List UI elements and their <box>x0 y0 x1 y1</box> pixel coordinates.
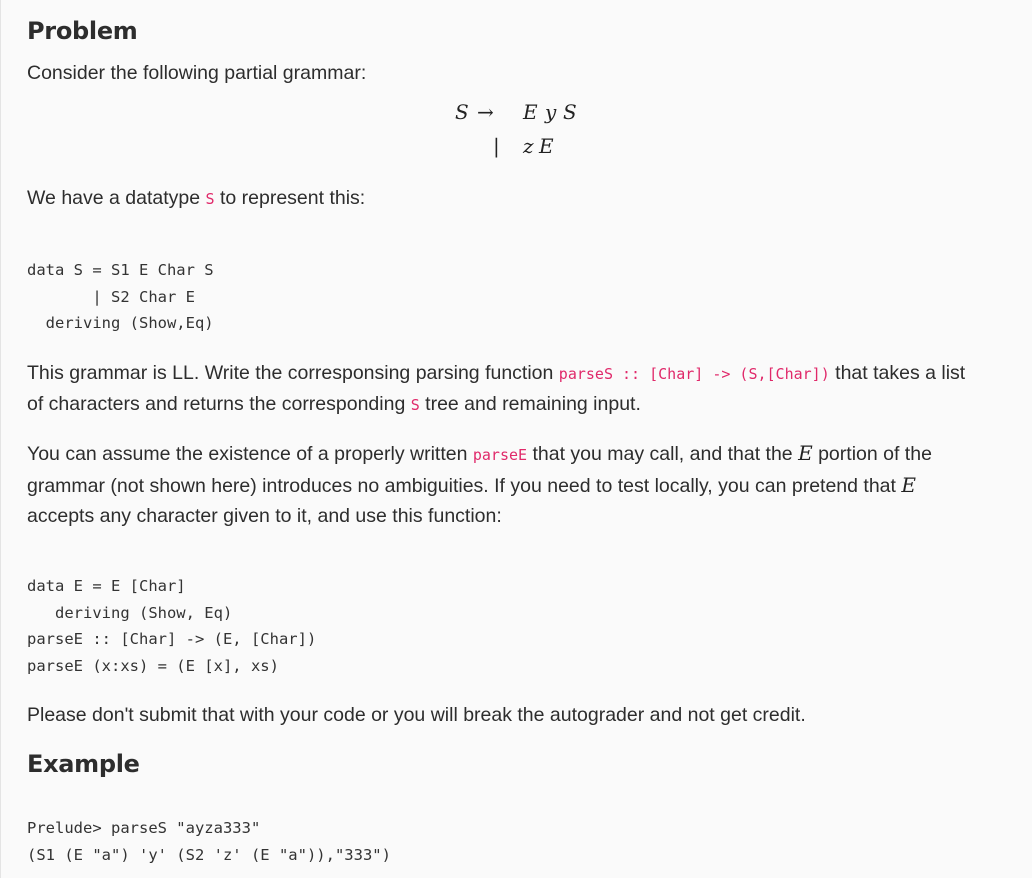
warning-text: Please don't submit that with your code or you will break the autograder and not get credit. <box>27 704 806 726</box>
grammar-rule1-sym3: S <box>563 100 577 124</box>
example-code-block: Prelude> parseS "ayza333" (S1 (E "a") 'y' (S2 'z' (E "a")),"333") <box>27 819 391 864</box>
grammar-display <box>455 100 595 166</box>
grammar-rule1-sym2: y <box>545 100 557 124</box>
inline-code-S-tree: S <box>410 396 420 414</box>
grammar-arrow: → <box>477 100 494 124</box>
helper-code-block: data E = E [Char] deriving (Show, Eq) parseE :: [Char] -> (E, [Char]) parseE (x:xs) = (E [x], xs) <box>27 577 317 675</box>
inline-code-parseE: parseE <box>472 446 528 464</box>
math-E-2: E <box>901 473 916 497</box>
datatype-code-block: data S = S1 E Char S | S2 Char E deriving (Show,Eq) <box>27 261 214 332</box>
problem-heading: Problem <box>27 17 138 45</box>
assume-paragraph: You can assume the existence of a properly written parseE that you may call, and that the E portion of the grammar (not shown here) introduces no ambiguities. If you need to test locally, you can pretend that E accepts any character given to it, and use this function: <box>27 441 932 527</box>
ll-paragraph: This grammar is LL. Write the corresponsing parsing function parseS :: [Char] -> (S,[Char]) that takes a list of characters and returns the corresponding S tree and remaining input. <box>27 362 966 415</box>
grammar-lhs: S <box>455 100 469 124</box>
grammar-rule2-sym1: z <box>523 134 534 158</box>
intro-text: Consider the following partial grammar: <box>27 62 367 84</box>
grammar-bar: | <box>493 134 500 158</box>
example-heading: Example <box>27 750 140 778</box>
grammar-rule2-sym2: E <box>539 134 554 158</box>
math-E-1: E <box>798 441 813 465</box>
inline-code-S: S <box>205 190 215 208</box>
inline-code-parseS: parseS :: [Char] -> (S,[Char]) <box>558 365 830 383</box>
datatype-sentence: We have a datatype S to represent this: <box>27 187 366 209</box>
grammar-rule1-sym1: E <box>523 100 538 124</box>
